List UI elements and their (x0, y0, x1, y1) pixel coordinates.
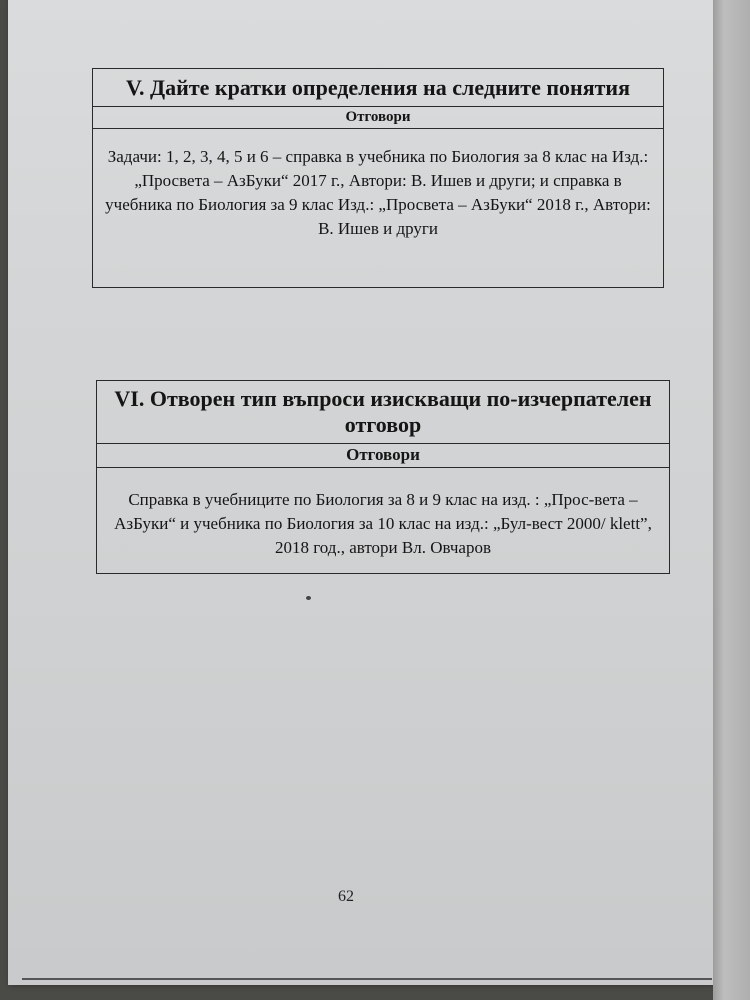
bottom-divider (22, 978, 712, 980)
section-5-answer-text: Задачи: 1, 2, 3, 4, 5 и 6 – справка в учебника по Биология за 8 клас на Изд.: „Просвета – АзБуки“ 2017 г., Автори: В. Ишев и други; и справка в учебника по Биология за 9 клас Изд.: „Просвета – АзБуки“ 2018 г., Автори: В. Ишев и други (105, 147, 651, 238)
section-5-title: V. Дайте кратки определения на следните понятия (93, 69, 663, 107)
section-6-answer-text: Справка в учебниците по Биология за 8 и 9 клас на изд. : „Прос-вета – АзБуки“ и учебника по Биология за 10 клас на изд.: „Бул-вест 2000/ klett”, 2018 год., автори Вл. Овчаров (114, 490, 652, 557)
section-6-table (96, 380, 670, 574)
page-number: 62 (338, 888, 354, 905)
page-sheet (8, 0, 713, 985)
section-5-answers-header: Отговори (93, 107, 663, 129)
next-page-edge (713, 0, 750, 1000)
ink-speck (306, 596, 311, 600)
section-6-answers-header: Отговори (97, 444, 669, 468)
section-6-title: VI. Отворен тип въпроси изискващи по-изчерпателен отговор (97, 381, 669, 444)
section-5-table (92, 68, 664, 288)
